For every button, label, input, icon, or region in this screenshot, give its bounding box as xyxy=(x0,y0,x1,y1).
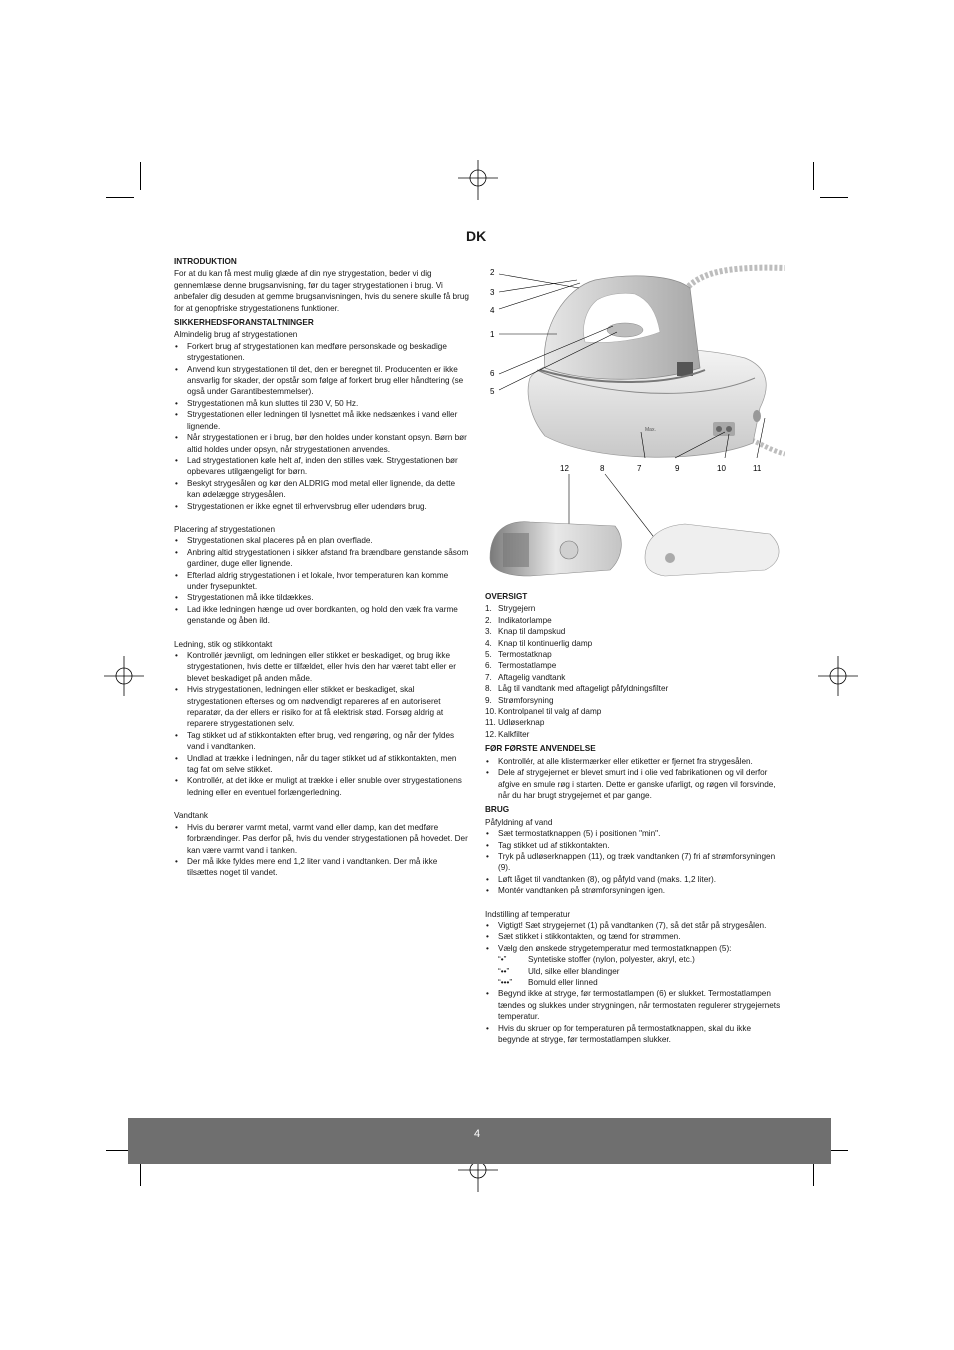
setting-row: “••” Uld, silke eller blandinger xyxy=(498,966,620,976)
callout-label: 7 xyxy=(637,464,642,473)
list-item: • Der må ikke fyldes mere end 1,2 liter vand i vandtanken. Der må ikke tilsættes noget til vandet. xyxy=(174,856,470,879)
list-item: • Kontrollér, at alle klistermærker eller etiketter er fjernet fra strygesålen. xyxy=(485,756,783,767)
list-item: 7. Aftagelig vandtank xyxy=(485,672,566,682)
list-item: • Strygestationen skal placeres på en plan overflade. xyxy=(174,535,470,546)
callout-label: 9 xyxy=(675,464,680,473)
list-item: 12. Kalkfilter xyxy=(485,729,530,739)
temp-list-continued xyxy=(485,988,783,1045)
temp-title: Indstilling af temperatur xyxy=(485,909,571,919)
callout-label: 6 xyxy=(490,369,495,378)
fill-list xyxy=(485,828,783,896)
temp-list xyxy=(485,920,783,954)
cord-title: Ledning, stik og stikkontakt xyxy=(174,639,273,649)
callout-label: 1 xyxy=(490,330,495,339)
list-item: • Strygestationen eller ledningen til lysnettet må ikke nedsænkes i vand eller lignende. xyxy=(174,409,470,432)
crop-mark xyxy=(813,162,814,190)
list-item: • Beskyt strygesålen og kør den ALDRIG mod metal eller lignende, da dette kan ødelægge strygesålen. xyxy=(174,478,470,501)
list-item: • Montér vandtanken på strømforsyningen igen. xyxy=(485,885,783,896)
first-use-list xyxy=(485,756,783,802)
footer-bar xyxy=(128,1118,831,1164)
general-title: Almindelig brug af strygestationen xyxy=(174,330,298,340)
list-item: • Hvis du berører varmt metal, varmt vand eller damp, kan det medføre forbrændinger. Pas derfor på, hvis du vender strygestationen på hovedet. Der kan være varmt vand i tanken. xyxy=(174,822,470,856)
list-item: 10. Kontrolpanel til valg af damp xyxy=(485,707,602,717)
list-item: • Anvend kun strygestationen til det, den er beregnet til. Producenten er ikke ansvarlig for skader, der opstår som følge af forkert brug eller håndtering (se også under Garantibestemmelser). xyxy=(174,364,470,398)
list-item: 8. Låg til vandtank med aftageligt påfyldningsfilter xyxy=(485,684,669,694)
callout-label: 5 xyxy=(490,387,495,396)
language-code: DK xyxy=(466,228,487,244)
list-item: • Begynd ikke at stryge, før termostatlampen (6) er slukket. Termostatlampen tændes og slukkes under strygningen, når termostaten regulerer strygejernets temperatur. xyxy=(485,988,783,1022)
list-item: • Efterlad aldrig strygestationen i et lokale, hvor temperaturen kan komme under frysepunktet. xyxy=(174,570,470,593)
fill-title: Påfyldning af vand xyxy=(485,817,553,827)
list-item: 9. Strømforsyning xyxy=(485,695,554,705)
crop-mark xyxy=(106,197,134,198)
setting-row: “•••” Bomuld eller linned xyxy=(498,978,598,987)
list-item: 3. Knap til dampskud xyxy=(485,627,566,637)
list-item: 1. Strygejern xyxy=(485,604,536,614)
list-item: • Dele af strygejernet er blevet smurt ind i olie ved fabrikationen og vil derfor afgive en smule røg i starten. Dette er ganske ufarligt, og røgen vil forsvinde, når du har brugt strygejernet et par gange. xyxy=(485,767,783,801)
tank-list xyxy=(174,822,470,879)
tank-title: Vandtank xyxy=(174,811,208,821)
page-number: 4 xyxy=(474,1128,481,1140)
use-heading: BRUG xyxy=(485,805,510,815)
list-item: • Sæt stikket i stikkontakten, og tænd for strømmen. xyxy=(485,931,783,942)
list-item: • Når strygestationen er i brug, bør den holdes under konstant opsyn. Børn bør altid holdes under opsyn, når strygestationen anvendes. xyxy=(174,432,470,455)
list-item: • Vigtigt! Sæt strygejernet (1) på vandtanken (7), så det står på strygesålen. xyxy=(485,920,783,931)
placement-title: Placering af strygestationen xyxy=(174,524,276,534)
callout-label: 11 xyxy=(753,464,762,473)
list-item: • Anbring altid strygestationen i sikker afstand fra brændbare genstande såsom gardiner, duge eller lignende. xyxy=(174,547,470,570)
setting-row: “•” Syntetiske stoffer (nylon, polyester, akryl, etc.) xyxy=(498,955,695,965)
list-item: • Kontrollér jævnligt, om ledningen eller stikket er beskadiget, og brug ikke strygestationen, hvis dette er tilfældet, eller hvis den har været tabt eller er blevet beskadiget på anden måde. xyxy=(174,650,470,684)
list-item: • Tryk på udløserknappen (11), og træk vandtanken (7) fri af strømforsyningen (9). xyxy=(485,851,783,874)
max-mark-label: Max. xyxy=(645,427,656,433)
callout-label: 8 xyxy=(600,464,605,473)
callout-label: 4 xyxy=(490,306,495,315)
overview-list xyxy=(485,603,783,740)
list-item: 6. Termostatlampe xyxy=(485,661,557,671)
placement-list xyxy=(174,535,470,626)
intro-text: For at du kan få mest mulig glæde af din nye strygestation, beder vi dig gennemlæse denne brugsanvisning, før du tager strygestationen i brug. Vi anbefaler dig desuden at gemme brugsanvisningen, hvis du senere skulle få brug for at genopfriske strygestationens funktioner. xyxy=(174,269,469,313)
list-item: 11. Udløserknap xyxy=(485,718,545,728)
callout-label: 3 xyxy=(490,288,495,297)
list-item: • Tag stikket ud af stikkontakten efter brug, ved rengøring, og når der fyldes vand i vandtanken. xyxy=(174,730,470,753)
list-item: • Hvis du skruer op for temperaturen på termostatknappen, skal du ikke begynde at stryge, før termostatlampen slukker. xyxy=(485,1023,783,1046)
registration-mark-icon xyxy=(104,656,144,696)
list-item: • Lad strygestationen køle helt af, inden den stilles væk. Strygestationen bør opbevares utilgængeligt for børn. xyxy=(174,455,470,478)
list-item: 2. Indikatorlampe xyxy=(485,615,552,625)
list-item: • Tag stikket ud af stikkontakten. xyxy=(485,840,783,851)
list-item: • Lad ikke ledningen hænge ud over bordkanten, og hold den væk fra varme genstande og åben ild. xyxy=(174,604,470,627)
intro-heading: INTRODUKTION xyxy=(174,257,237,266)
list-item: • Strygestationen må kun sluttes til 230 V, 50 Hz. xyxy=(174,398,470,409)
callout-label: 12 xyxy=(560,464,569,473)
callout-label: 2 xyxy=(490,268,495,277)
registration-mark-icon xyxy=(458,160,498,200)
overview-heading: OVERSIGT xyxy=(485,592,528,601)
iron-station-illustration xyxy=(485,258,785,590)
list-item: • Sæt termostatknappen (5) i positionen "min". xyxy=(485,828,783,839)
list-item: • Kontrollér, at det ikke er muligt at trække i eller snuble over strygestationens ledning eller en eventuel forlængerledning. xyxy=(174,775,470,798)
callout-label: 10 xyxy=(717,464,726,473)
list-item: • Hvis strygestationen, ledningen eller stikket er beskadiget, skal strygestationen efterses og om nødvendigt repareres af en autoriseret reparatør, da der ellers er risiko for at få elektrisk stød. Forsøg aldrig at reparere strygestationen selv. xyxy=(174,684,470,730)
cord-list xyxy=(174,650,470,798)
left-column xyxy=(174,256,470,879)
list-item: 5. Termostatknap xyxy=(485,650,552,660)
list-item: 4. Knap til kontinuerlig damp xyxy=(485,638,593,648)
right-column xyxy=(485,591,783,1045)
crop-mark xyxy=(820,197,848,198)
list-item: • Løft låget til vandtanken (8), og påfyld vand (maks. 1,2 liter). xyxy=(485,874,783,885)
list-item: • Strygestationen må ikke tildækkes. xyxy=(174,592,470,603)
list-item: • Strygestationen er ikke egnet til erhvervsbrug eller udendørs brug. xyxy=(174,501,470,512)
list-item: • Forkert brug af strygestationen kan medføre personskade og beskadige strygestationen. xyxy=(174,341,470,364)
safety-heading: SIKKERHEDSFORANSTALTNINGER xyxy=(174,318,314,328)
list-item: • Undlad at trække i ledningen, når du tager stikket ud af stikkontakten, men tag fat om selve stikket. xyxy=(174,753,470,776)
registration-mark-icon xyxy=(818,656,858,696)
list-item: • Vælg den ønskede strygetemperatur med termostatknappen (5): xyxy=(485,943,783,954)
general-list xyxy=(174,341,470,512)
crop-mark xyxy=(140,162,141,190)
first-use-heading: FØR FØRSTE ANVENDELSE xyxy=(485,744,596,754)
